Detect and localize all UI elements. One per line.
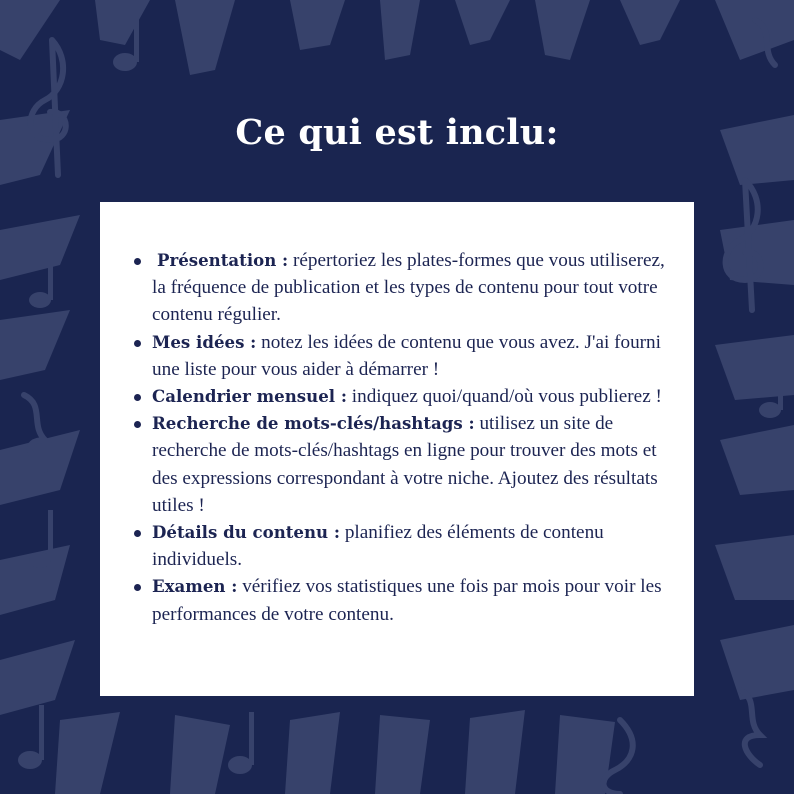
item-term: Mes idées : (152, 331, 257, 352)
item-term: Détails du contenu : (152, 522, 341, 543)
item-text: indiquez quoi/quand/où vous publierez ! (346, 386, 662, 408)
list-item-recherche (152, 410, 682, 519)
list-item-presentation (152, 247, 682, 329)
bullet-icon (134, 530, 141, 537)
bullet-icon (134, 340, 141, 347)
list-item-details (152, 519, 682, 573)
bullet-icon (134, 394, 141, 401)
list-item-mes-idees (152, 329, 682, 383)
item-term: Calendrier mensuel : (152, 386, 347, 407)
item-text: vérifiez vos statistiques une fois par mois pour voir les performances de votre contenu. (152, 576, 662, 625)
included-list (152, 247, 682, 628)
content-panel (100, 202, 694, 696)
item-text: notez les idées de contenu que vous avez. J'ai fourni une liste pour vous aider à démarrer ! (152, 331, 661, 380)
list-item-calendrier (152, 383, 682, 410)
item-text: planifiez des éléments de contenu individuels. (152, 522, 604, 571)
item-term: Recherche de mots-clés/hashtags : (152, 413, 475, 434)
bullet-icon (134, 258, 141, 265)
bullet-icon (134, 584, 141, 591)
page-title: Ce qui est inclu: (235, 112, 559, 153)
item-text: répertoriez les plates-formes que vous utiliserez, la fréquence de publication et les types de contenu pour tout votre contenu régulier. (152, 250, 665, 326)
item-text: utilisez un site de recherche de mots-clés/hashtags en ligne pour trouver des mots et des expressions correspondant à votre niche. Ajoutez des résultats utiles ! (152, 413, 658, 516)
item-term: Examen : (152, 576, 238, 597)
list-item-examen (152, 573, 682, 627)
item-term: Présentation : (157, 250, 289, 270)
bullet-icon (134, 421, 141, 428)
